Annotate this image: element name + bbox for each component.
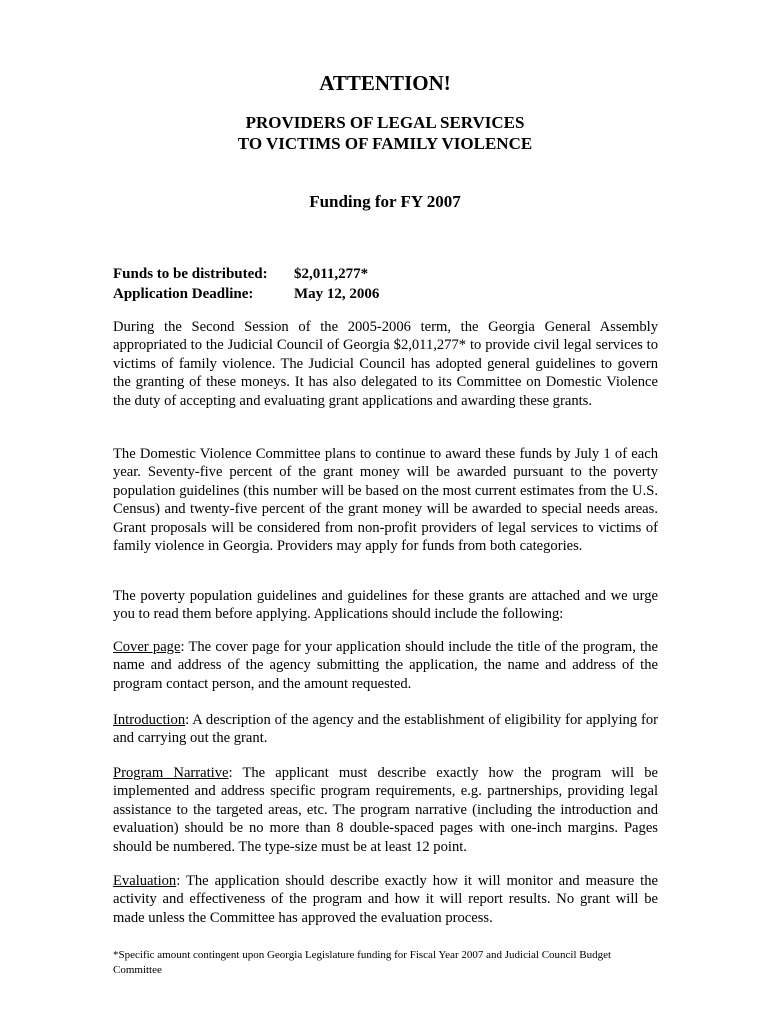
deadline-row (113, 284, 379, 304)
evaluation-heading: Evaluation (113, 873, 177, 889)
introduction-text: : A description of the agency and the establishment of eligibility for applying for and carrying out the grant. (113, 712, 658, 747)
program-narrative-paragraph (113, 764, 658, 856)
funding-heading: Funding for FY 2007 (309, 192, 461, 211)
introduction-paragraph (113, 711, 658, 748)
evaluation-paragraph (113, 872, 658, 927)
cover-page-heading: Cover page (113, 639, 181, 655)
paragraph-2: The Domestic Violence Committee plans to continue to award these funds by July 1 of each year. Seventy-five percent of the grant money will be awarded pursuant to the poverty population guidelines (this number will be based on the most current estimates from the U.S. Census) and twenty-five percent of the grant money will be awarded to special needs areas. Grant proposals will be considered from non-profit providers of legal services to victims of family violence in Georgia. Providers may apply for funds from both categories. (113, 446, 658, 555)
paragraph-3: The poverty population guidelines and guidelines for these grants are attached and we urge you to read them before applying. Applications should include the following: (113, 588, 658, 623)
page-subtitle (0, 112, 770, 154)
introduction-heading: Introduction (113, 712, 186, 728)
funding-info (113, 264, 379, 304)
program-narrative-heading: Program Narrative (113, 765, 229, 781)
evaluation-text: : The application should describe exactly how it will monitor and measure the activity and effectiveness of the program and how it will report results. No grant will be made unless the Committee has approved the evaluation process. (113, 873, 658, 926)
subtitle-line-1: PROVIDERS OF LEGAL SERVICES (245, 113, 525, 132)
funds-row (113, 264, 379, 284)
program-narrative-text: : The applicant must describe exactly how the program will be implemented and address specific program requirements, e.g. partnerships, providing legal assistance to the targeted areas, etc. The program narrative (including the introduction and evaluation) should be no more than 8 double-spaced pages with one-inch margins. Pages should be numbered. The type-size must be at least 12 point. (113, 765, 658, 855)
footnote: *Specific amount contingent upon Georgia Legislature funding for Fiscal Year 2007 and Judicial Council Budget Committee (113, 949, 612, 976)
paragraph-1: During the Second Session of the 2005-2006 term, the Georgia General Assembly appropriated to the Judicial Council of Georgia $2,011,277* to provide civil legal services to victims of family violence. The Judicial Council has adopted general guidelines to govern the granting of these moneys. It has also delegated to its Committee on Domestic Violence the duty of accepting and evaluating grant applications and awarding these grants. (113, 319, 658, 409)
cover-page-paragraph (113, 638, 658, 693)
funds-label: Funds to be distributed: (113, 266, 268, 282)
cover-page-text: : The cover page for your application should include the title of the program, the name and address of the agency submitting the application, the name and address of the program contact person, and the amount requested. (113, 639, 658, 692)
funds-value: $2,011,277* (294, 266, 369, 282)
deadline-value: May 12, 2006 (294, 286, 380, 302)
page-title: ATTENTION! (319, 71, 451, 95)
deadline-label: Application Deadline: (113, 286, 254, 302)
subtitle-line-2: TO VICTIMS OF FAMILY VIOLENCE (237, 134, 533, 153)
